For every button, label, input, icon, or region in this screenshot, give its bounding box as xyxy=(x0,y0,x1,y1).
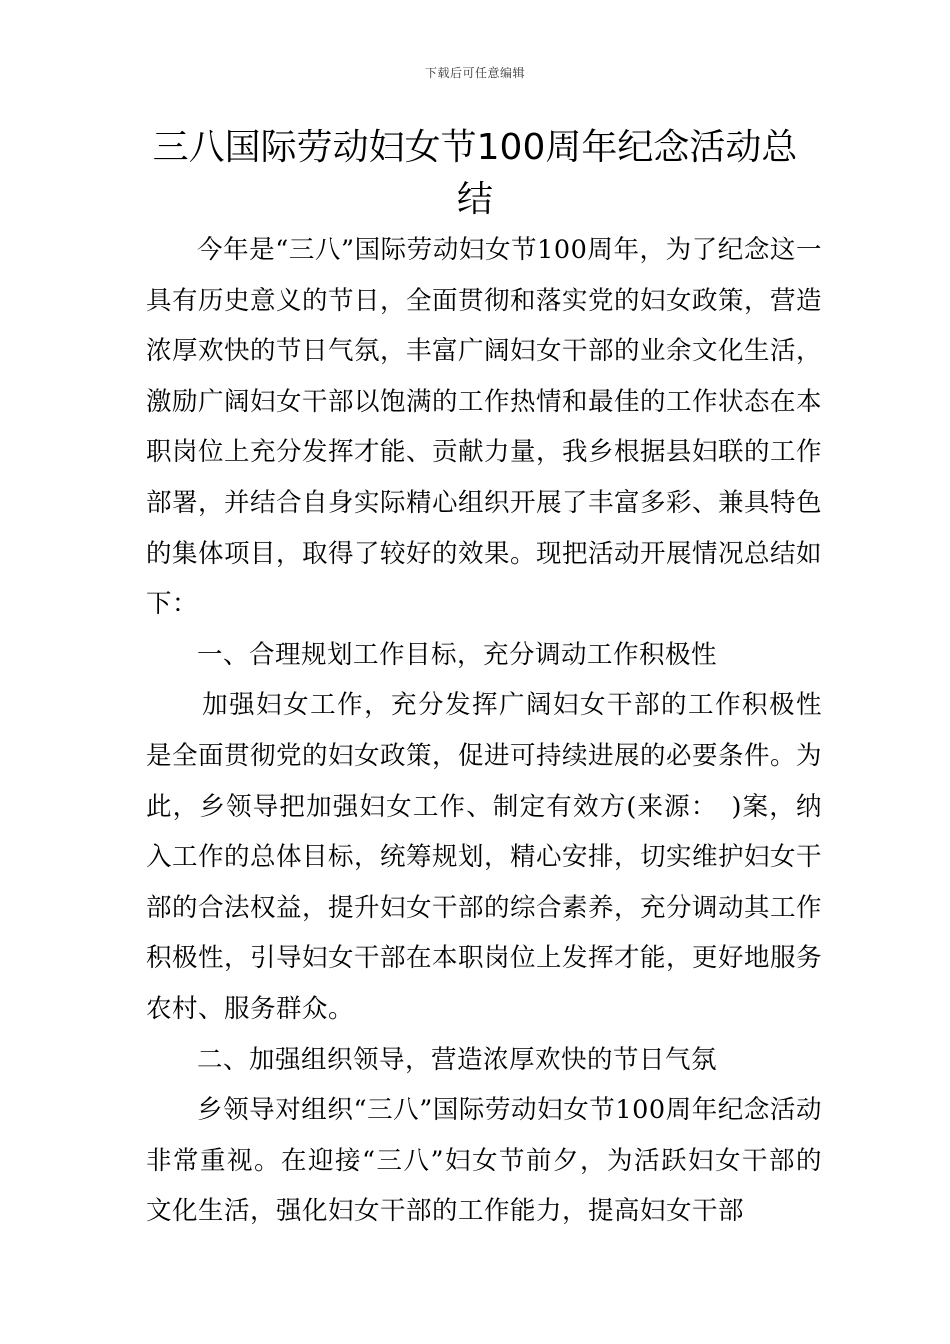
section-2-paragraph: 乡领导对组织“三八”国际劳动妇女节100周年纪念活动非常重视。在迎接“三八”妇女节前夕，为活跃妇女干部的文化生活，强化妇女干部的工作能力，提高妇女干部 xyxy=(146,1095,822,1227)
section-heading-2: 二、加强组织领导，营造浓厚欢快的节日气氛 xyxy=(197,1044,718,1075)
header-note: 下载后可任意编辑 xyxy=(424,66,525,80)
document-body xyxy=(146,225,822,1237)
section-1-paragraph: 加强妇女工作，充分发挥广阔妇女干部的工作积极性是全面贯彻党的妇女政策，促进可持续进展的必要条件。为此，乡领导把加强妇女工作、制定有效方(来源： )案，纳入工作的总体目标，统筹规划，精心安排，切实维护妇女干部的合法权益，提升妇女干部的综合素养，充分调动其工作积极性，引导妇女干部在本职岗位上发挥才能，更好地服务农村、服务群众。 xyxy=(146,690,823,1024)
intro-paragraph: 今年是“三八”国际劳动妇女节100周年，为了纪念这一具有历史意义的节日，全面贯彻和落实党的妇女政策，营造浓厚欢快的节日气氛，丰富广阔妇女干部的业余文化生活，激励广阔妇女干部以饱满的工作热情和最佳的工作状态在本职岗位上充分发挥才能、贡献力量，我乡根据县妇联的工作部署，并结合自身实际精心组织开展了丰富多彩、兼具特色的集体项目，取得了较好的效果。现把活动开展情况总结如下： xyxy=(146,235,823,620)
section-heading-1: 一、合理规划工作目标，充分调动工作积极性 xyxy=(197,639,718,670)
document-title: 三八国际劳动妇女节100周年纪念活动总结 xyxy=(152,127,798,220)
